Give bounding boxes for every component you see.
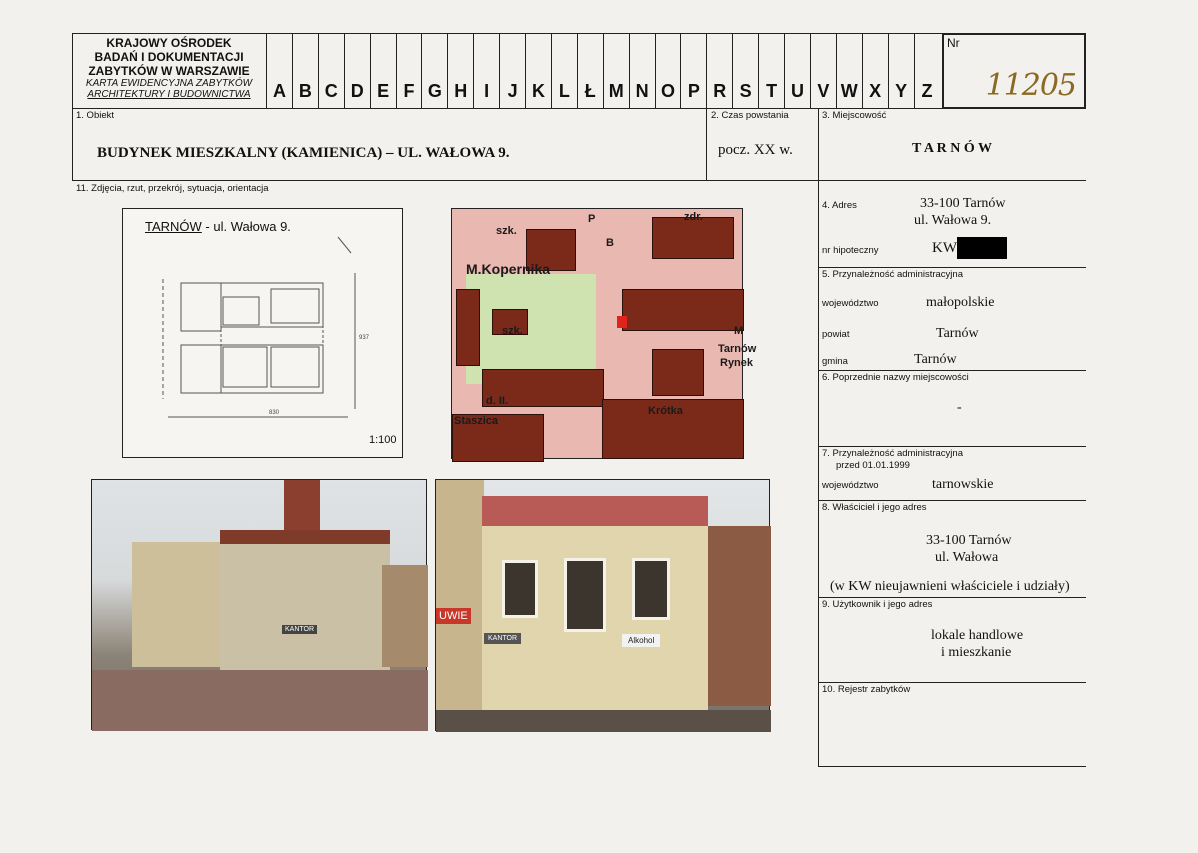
wlasciciel-line-2: ul. Wałowa xyxy=(935,550,999,565)
card-type-line-2: ARCHITEKTURY I BUDOWNICTWA xyxy=(87,89,251,100)
divider-right-column xyxy=(818,108,819,766)
wojewodztwo-value: małopolskie xyxy=(926,295,995,310)
photo-building-3 xyxy=(382,565,428,667)
index-letter: K xyxy=(525,34,551,108)
frame-row1-bottom xyxy=(72,180,1086,181)
institution-line-1: KRAJOWY OŚRODEK xyxy=(106,36,232,50)
photo-building-1 xyxy=(132,542,232,667)
institution-line-3: ZABYTKÓW W WARSZAWIE xyxy=(88,64,250,78)
powiat-value: Tarnów xyxy=(936,326,979,341)
nr-value: 11205 xyxy=(985,68,1076,103)
adres-line-1: 33-100 Tarnów xyxy=(920,196,1006,211)
divider-8 xyxy=(818,500,1086,501)
index-letter: V xyxy=(810,34,836,108)
map-label: Rynek xyxy=(720,357,754,369)
przed-label-2: przed 01.01.1999 xyxy=(836,460,910,471)
frame-header-bottom xyxy=(72,108,1086,109)
card-type-line-1: KARTA EWIDENCYJNA ZABYTKÓW xyxy=(85,78,253,89)
map-block xyxy=(456,289,480,366)
divider-7 xyxy=(818,446,1086,447)
plan-dim-bottom: 830 xyxy=(269,410,280,416)
location-map xyxy=(451,208,757,459)
plan-dim-side: 937 xyxy=(359,335,370,341)
adres-label: 4. Adres xyxy=(822,200,857,211)
plan-title-street: - ul. Wałowa 9. xyxy=(201,219,291,234)
index-letter: R xyxy=(706,34,732,108)
plan-drawing xyxy=(123,209,404,459)
index-letter: B xyxy=(292,34,318,108)
przed-woj-value: tarnowskie xyxy=(932,477,994,492)
institution-line-2: BADAŃ I DOKUMENTACJI xyxy=(94,50,244,64)
index-letter: F xyxy=(396,34,422,108)
floor-plan xyxy=(122,208,403,458)
photo-sign-alkohol: Alkohol xyxy=(622,634,660,647)
photo-window xyxy=(502,560,538,618)
map-label: Staszica xyxy=(454,415,499,427)
index-letter: X xyxy=(862,34,888,108)
map-label: szk. xyxy=(502,325,523,337)
wlasciciel-line-3: (w KW nieujawnieni właściciele i udziały) xyxy=(830,579,1070,594)
poprzednie-label: 6. Poprzednie nazwy miejscowości xyxy=(822,372,969,383)
divider-5 xyxy=(818,267,1086,268)
index-letter: M xyxy=(603,34,629,108)
map-label: Tarnów xyxy=(718,343,757,355)
wojewodztwo-label: województwo xyxy=(822,298,879,309)
divider-10 xyxy=(818,682,1086,683)
map-label: d. II. xyxy=(486,395,508,407)
map-label: zdr. xyxy=(684,211,703,223)
index-letter: N xyxy=(629,34,655,108)
photo-sign-kantor: KANTOR xyxy=(484,633,521,644)
index-letter: E xyxy=(370,34,396,108)
photo-sign: KANTOR xyxy=(282,625,317,634)
gmina-label: gmina xyxy=(822,356,848,367)
index-letter: T xyxy=(758,34,784,108)
map-block xyxy=(652,349,704,396)
photo-tower xyxy=(284,480,320,534)
uzytkownik-label: 9. Użytkownik i jego adres xyxy=(822,599,933,610)
przed-woj-label: województwo xyxy=(822,480,879,491)
photo-street xyxy=(92,670,428,731)
index-letter: G xyxy=(421,34,447,108)
institution-block xyxy=(72,34,266,108)
map-label: B xyxy=(606,237,614,249)
map-label: Krótka xyxy=(648,405,683,417)
index-letter: W xyxy=(836,34,862,108)
street-photo-left xyxy=(91,479,427,730)
adres-line-2: ul. Wałowa 9. xyxy=(914,213,992,228)
przynaleznosc-label: 5. Przynależność administracyjna xyxy=(822,269,963,280)
index-letter: Z xyxy=(914,34,940,108)
map-green-area xyxy=(466,274,596,384)
index-letter: U xyxy=(784,34,810,108)
index-letter: C xyxy=(318,34,344,108)
map-marker xyxy=(617,316,627,328)
photo-window xyxy=(632,558,670,620)
index-letter: P xyxy=(680,34,706,108)
index-letter: Y xyxy=(888,34,914,108)
hipoteczny-value: KW xyxy=(932,240,957,256)
nr-box xyxy=(942,33,1086,109)
nr-label: Nr xyxy=(947,36,960,50)
index-letter: A xyxy=(266,34,292,108)
index-letter: L xyxy=(551,34,577,108)
poprzednie-value: - xyxy=(957,400,962,415)
obiekt-label: 1. Obiekt xyxy=(76,110,115,121)
index-letter: D xyxy=(344,34,370,108)
photo-right-building xyxy=(708,526,771,706)
photo-sign-left: UWIE xyxy=(436,608,471,624)
index-letter: J xyxy=(499,34,525,108)
frame-left xyxy=(72,33,73,181)
index-letter: I xyxy=(473,34,499,108)
map-label: szk. xyxy=(496,225,517,237)
wlasciciel-line-1: 33-100 Tarnów xyxy=(926,533,1012,548)
obiekt-value: BUDYNEK MIESZKALNY (KAMIENICA) – UL. WAŁOWA 9. xyxy=(97,145,510,161)
gmina-value: Tarnów xyxy=(914,352,957,367)
photo-window xyxy=(564,558,606,632)
plan-title-city: TARNÓW xyxy=(145,219,202,234)
redaction-block xyxy=(957,237,1007,259)
czas-label: 2. Czas powstania xyxy=(711,110,789,121)
powiat-label: powiat xyxy=(822,329,850,340)
miejscowosc-value: T A R N Ó W xyxy=(912,141,993,156)
divider-6 xyxy=(818,370,1086,371)
divider-bottom xyxy=(818,766,1086,767)
uzytkownik-line-1: lokale handlowe xyxy=(931,628,1024,643)
map-label: P xyxy=(588,213,596,225)
divider-9 xyxy=(818,597,1086,598)
photos-label: 11. Zdjęcia, rzut, przekrój, sytuacja, orientacja xyxy=(76,183,269,194)
map-block xyxy=(652,217,734,259)
index-letter: Ł xyxy=(577,34,603,108)
photo-left-building xyxy=(436,480,484,710)
hipoteczny-label: nr hipoteczny xyxy=(822,245,879,256)
plan-scale: 1:100 xyxy=(369,434,397,446)
miejscowosc-label: 3. Miejscowość xyxy=(822,110,887,121)
czas-value: pocz. XX w. xyxy=(718,142,793,158)
photo-building-2 xyxy=(220,530,390,681)
photo-main-roof xyxy=(482,496,708,526)
map-label: M xyxy=(734,325,744,337)
wlasciciel-label: 8. Właściciel i jego adres xyxy=(822,502,927,513)
uzytkownik-line-2: i mieszkanie xyxy=(941,645,1012,660)
map-block xyxy=(622,289,744,331)
rejestr-label: 10. Rejestr zabytków xyxy=(822,684,911,695)
index-letter: H xyxy=(447,34,473,108)
index-letter: S xyxy=(732,34,758,108)
street-photo-right xyxy=(435,479,770,731)
index-letter: O xyxy=(655,34,681,108)
photo-street xyxy=(436,710,771,732)
map-label: M.Kopernika xyxy=(466,261,551,277)
przed-label-1: 7. Przynależność administracyjna xyxy=(822,448,963,459)
divider-czas xyxy=(706,108,707,181)
